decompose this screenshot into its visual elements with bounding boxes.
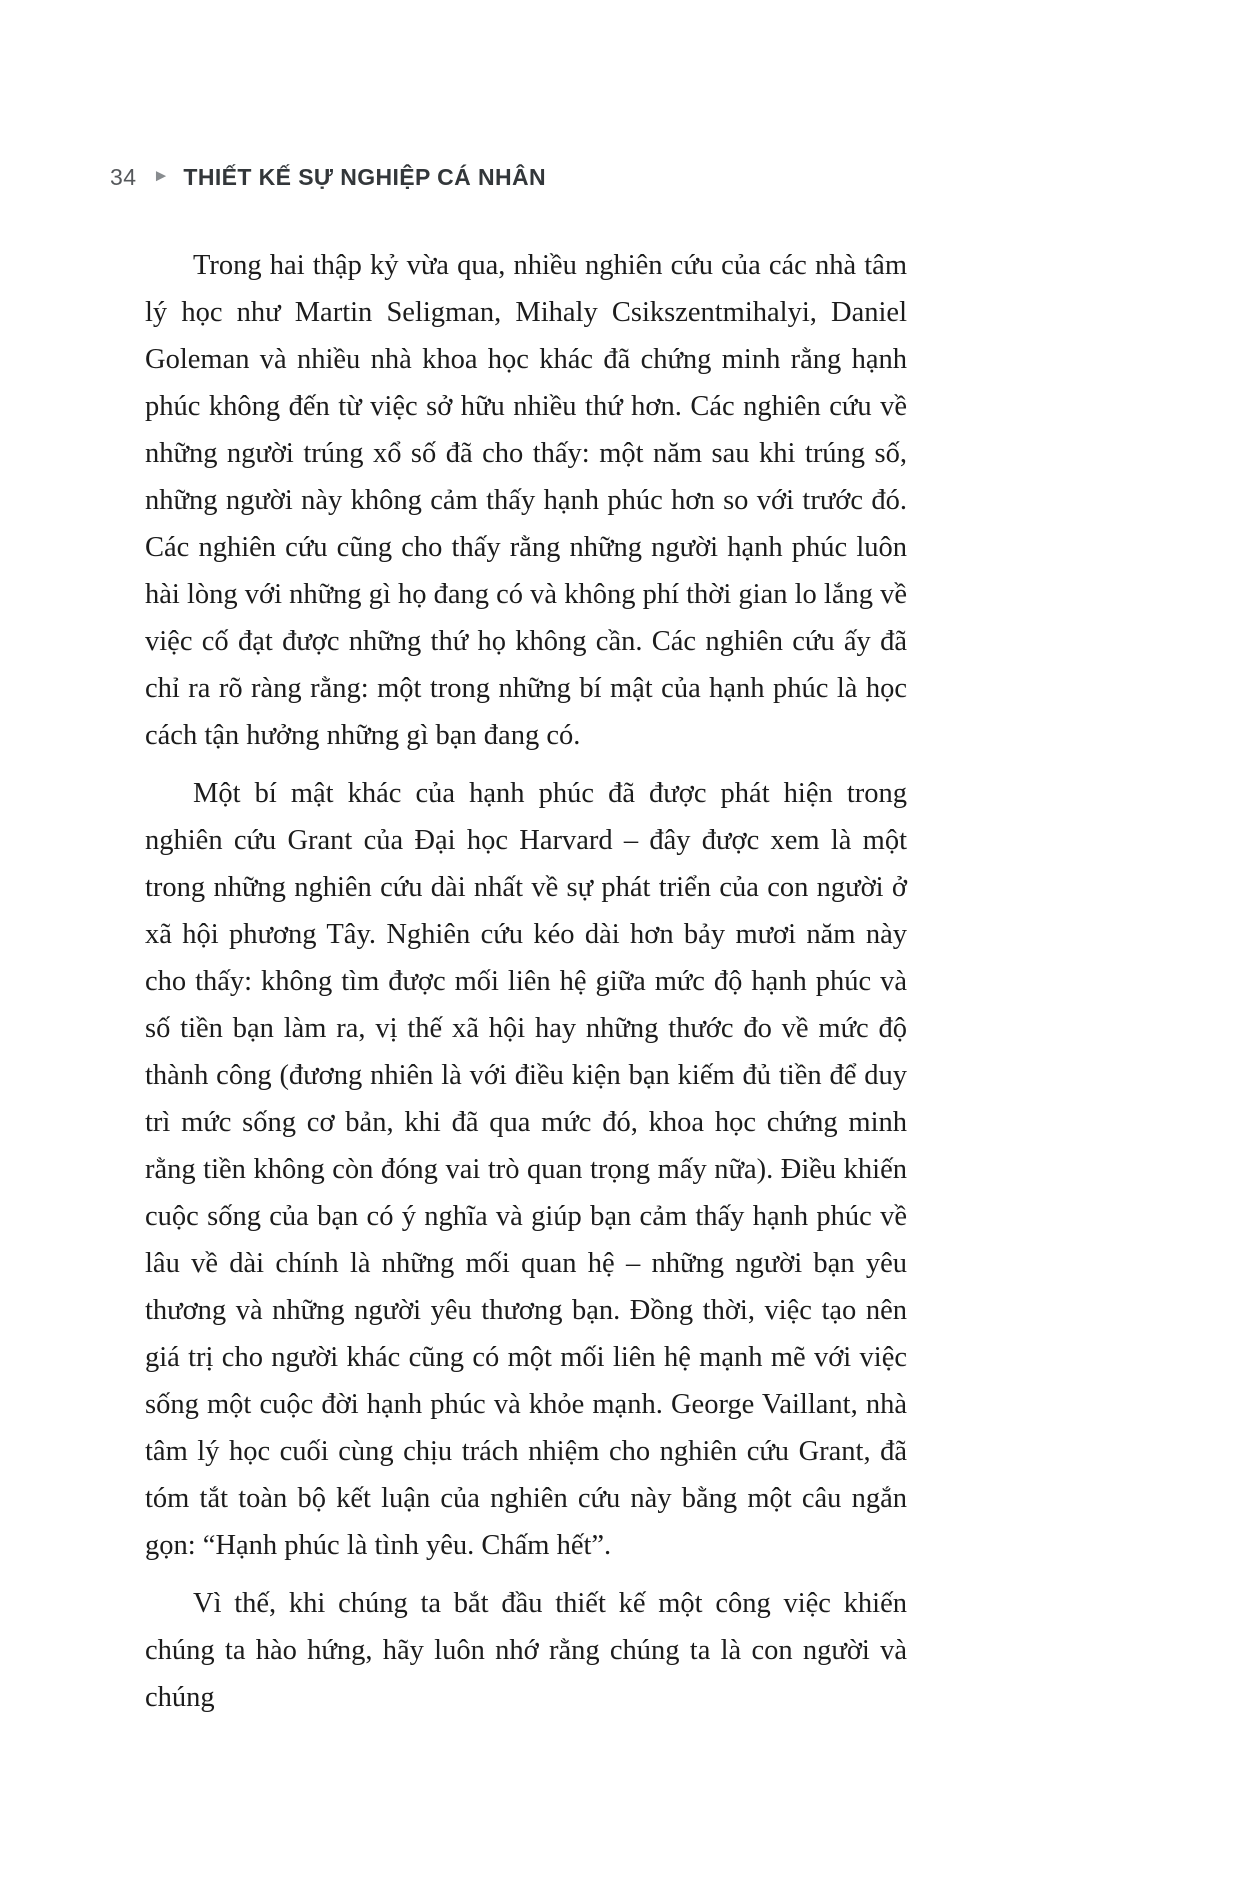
body-text (145, 242, 907, 1721)
running-header (110, 163, 546, 191)
paragraph: Trong hai thập kỷ vừa qua, nhiều nghiên cứu của các nhà tâm lý học như Martin Seligman, Mihaly Csikszentmihalyi, Daniel Goleman và nhiều nhà khoa học khác đã chứng minh rằng hạnh phúc không đến từ việc sở hữu nhiều thứ hơn. Các nghiên cứu về những người trúng xổ số đã cho thấy: một năm sau khi trúng số, những người này không cảm thấy hạnh phúc hơn so với trước đó. Các nghiên cứu cũng cho thấy rằng những người hạnh phúc luôn hài lòng với những gì họ đang có và không phí thời gian lo lắng về việc cố đạt được những thứ họ không cần. Các nghiên cứu ấy đã chỉ ra rõ ràng rằng: một trong những bí mật của hạnh phúc là học cách tận hưởng những gì bạn đang có. (145, 250, 907, 751)
arrow-right-icon: ► (152, 166, 170, 185)
page-number: 34 (110, 164, 137, 190)
paragraph: Một bí mật khác của hạnh phúc đã được phát hiện trong nghiên cứu Grant của Đại học Harvard – đây được xem là một trong những nghiên cứu dài nhất về sự phát triển của con người ở xã hội phương Tây. Nghiên cứu kéo dài hơn bảy mươi năm này cho thấy: không tìm được mối liên hệ giữa mức độ hạnh phúc và số tiền bạn làm ra, vị thế xã hội hay những thước đo về mức độ thành công (đương nhiên là với điều kiện bạn kiếm đủ tiền để duy trì mức sống cơ bản, khi đã qua mức đó, khoa học chứng minh rằng tiền không còn đóng vai trò quan trọng mấy nữa). Điều khiến cuộc sống của bạn có ý nghĩa và giúp bạn cảm thấy hạnh phúc về lâu về dài chính là những mối quan hệ – những người bạn yêu thương và những người yêu thương bạn. Đồng thời, việc tạo nên giá trị cho người khác cũng có một mối liên hệ mạnh mẽ với việc sống một cuộc đời hạnh phúc và khỏe mạnh. George Vaillant, nhà tâm lý học cuối cùng chịu trách nhiệm cho nghiên cứu Grant, đã tóm tắt toàn bộ kết luận của nghiên cứu này bằng một câu ngắn gọn: “Hạnh phúc là tình yêu. Chấm hết”. (145, 778, 907, 1561)
paragraph: Vì thế, khi chúng ta bắt đầu thiết kế một công việc khiến chúng ta hào hứng, hãy luôn nhớ rằng chúng ta là con người và chúng (145, 1588, 907, 1713)
running-title: THIẾT KẾ SỰ NGHIỆP CÁ NHÂN (183, 164, 547, 190)
